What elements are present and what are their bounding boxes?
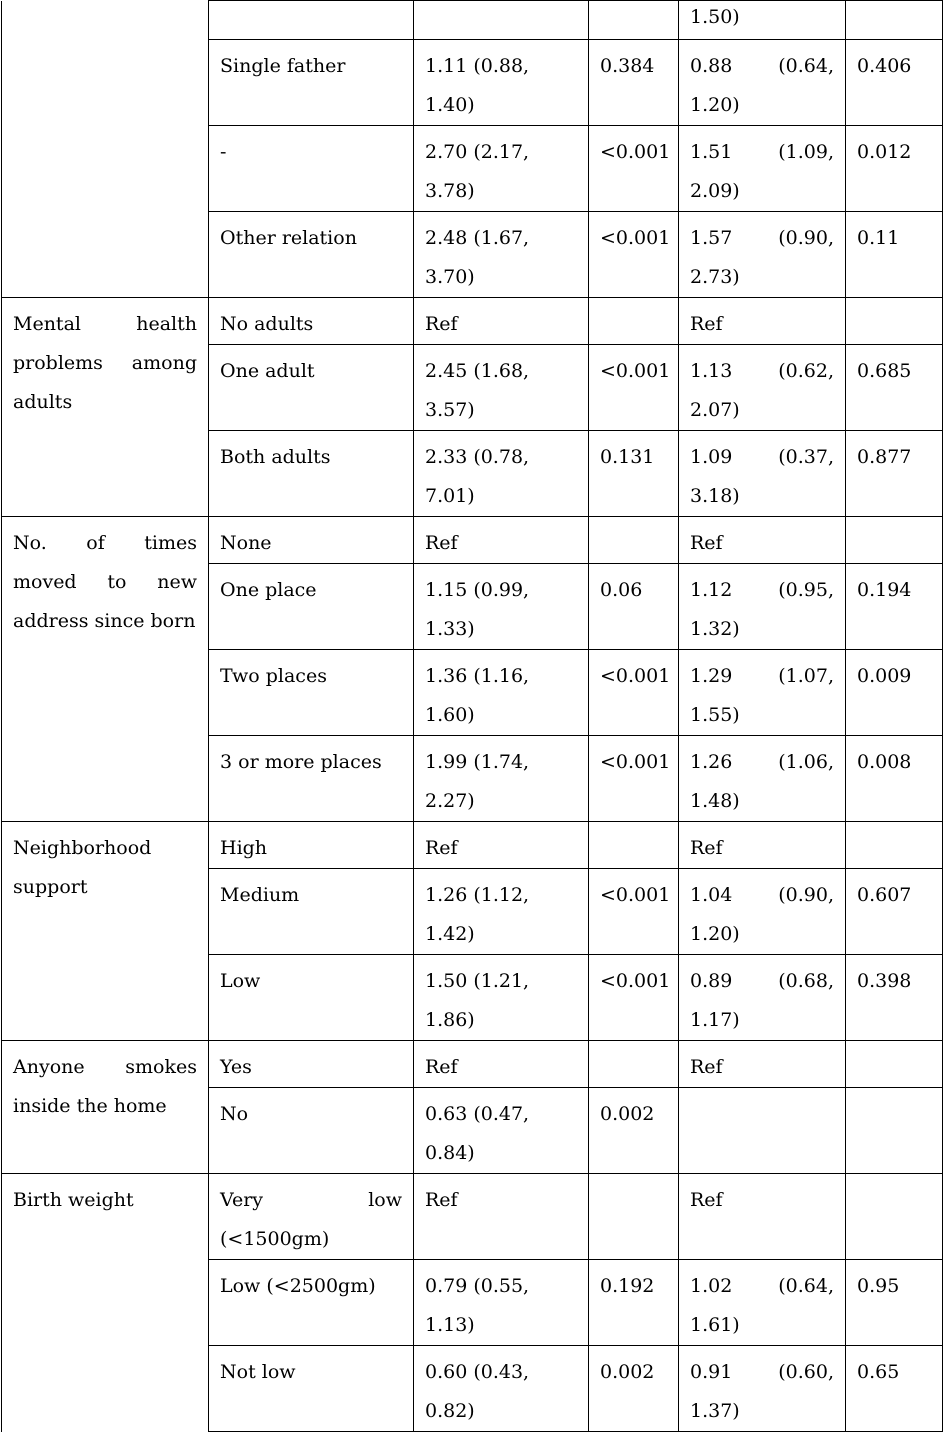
level-cell: No bbox=[209, 1088, 414, 1174]
level-cell: One adult bbox=[209, 345, 414, 431]
aor-cell: Ref bbox=[679, 822, 846, 869]
variable-cell: Anyone smokes inside the home bbox=[2, 1041, 209, 1174]
p-value-cell: 0.131 bbox=[589, 431, 679, 517]
aor-cell: 0.91 (0.60, 1.37) bbox=[679, 1346, 846, 1432]
variable-cell: Birth weight bbox=[2, 1174, 209, 1432]
level-cell: Both adults bbox=[209, 431, 414, 517]
or-cell: 2.70 (2.17, 3.78) bbox=[414, 126, 589, 212]
p-value-cell bbox=[589, 1, 679, 40]
table-row bbox=[2, 298, 943, 345]
p-value-cell bbox=[589, 517, 679, 564]
or-cell: 1.99 (1.74, 2.27) bbox=[414, 736, 589, 822]
p-value-cell: 0.384 bbox=[589, 40, 679, 126]
aor-cell: 1.29 (1.07, 1.55) bbox=[679, 650, 846, 736]
level-cell: Two places bbox=[209, 650, 414, 736]
variable-cell: No. of times moved to new address since born bbox=[2, 517, 209, 822]
or-cell: 0.60 (0.43, 0.82) bbox=[414, 1346, 589, 1432]
adjusted-p-value-cell: 0.009 bbox=[846, 650, 943, 736]
level-cell: Yes bbox=[209, 1041, 414, 1088]
table-row bbox=[2, 822, 943, 869]
level-cell: Medium bbox=[209, 869, 414, 955]
aor-cell: Ref bbox=[679, 1174, 846, 1260]
p-value-cell bbox=[589, 822, 679, 869]
variable-cell bbox=[2, 40, 209, 126]
adjusted-p-value-cell bbox=[846, 1, 943, 40]
level-cell: 3 or more places bbox=[209, 736, 414, 822]
p-value-cell: 0.002 bbox=[589, 1088, 679, 1174]
or-cell: Ref bbox=[414, 517, 589, 564]
level-cell: None bbox=[209, 517, 414, 564]
p-value-cell: <0.001 bbox=[589, 345, 679, 431]
aor-cell: 1.50) bbox=[679, 1, 846, 40]
table-row bbox=[2, 212, 943, 298]
level-cell: Very low (<1500gm) bbox=[209, 1174, 414, 1260]
adjusted-p-value-cell: 0.194 bbox=[846, 564, 943, 650]
or-cell: Ref bbox=[414, 298, 589, 345]
p-value-cell: <0.001 bbox=[589, 736, 679, 822]
adjusted-p-value-cell: 0.398 bbox=[846, 955, 943, 1041]
level-cell: One place bbox=[209, 564, 414, 650]
p-value-cell: <0.001 bbox=[589, 869, 679, 955]
or-cell: 1.26 (1.12, 1.42) bbox=[414, 869, 589, 955]
variable-cell: Mental health problems among adults bbox=[2, 298, 209, 517]
p-value-cell: 0.192 bbox=[589, 1260, 679, 1346]
adjusted-p-value-cell: 0.65 bbox=[846, 1346, 943, 1432]
or-cell: Ref bbox=[414, 1174, 589, 1260]
or-cell: 1.11 (0.88, 1.40) bbox=[414, 40, 589, 126]
variable-cell: Neighborhood support bbox=[2, 822, 209, 1041]
table-row bbox=[2, 1174, 943, 1260]
aor-cell: 0.88 (0.64, 1.20) bbox=[679, 40, 846, 126]
level-cell: Low (<2500gm) bbox=[209, 1260, 414, 1346]
or-cell: 0.63 (0.47, 0.84) bbox=[414, 1088, 589, 1174]
variable-cell bbox=[2, 126, 209, 212]
adjusted-p-value-cell: 0.877 bbox=[846, 431, 943, 517]
p-value-cell: 0.06 bbox=[589, 564, 679, 650]
adjusted-p-value-cell: 0.406 bbox=[846, 40, 943, 126]
table-row bbox=[2, 1041, 943, 1088]
aor-cell: 1.12 (0.95, 1.32) bbox=[679, 564, 846, 650]
or-cell: Ref bbox=[414, 822, 589, 869]
regression-table bbox=[1, 0, 943, 1432]
adjusted-p-value-cell bbox=[846, 1088, 943, 1174]
adjusted-p-value-cell: 0.607 bbox=[846, 869, 943, 955]
table-row bbox=[2, 40, 943, 126]
or-cell: 1.15 (0.99, 1.33) bbox=[414, 564, 589, 650]
p-value-cell bbox=[589, 298, 679, 345]
aor-cell: 0.89 (0.68, 1.17) bbox=[679, 955, 846, 1041]
p-value-cell bbox=[589, 1041, 679, 1088]
aor-cell bbox=[679, 1088, 846, 1174]
aor-cell: Ref bbox=[679, 517, 846, 564]
p-value-cell bbox=[589, 1174, 679, 1260]
aor-cell: 1.09 (0.37, 3.18) bbox=[679, 431, 846, 517]
level-cell: High bbox=[209, 822, 414, 869]
or-cell: 2.45 (1.68, 3.57) bbox=[414, 345, 589, 431]
or-cell bbox=[414, 1, 589, 40]
variable-cell bbox=[2, 1, 209, 40]
or-cell: 1.50 (1.21, 1.86) bbox=[414, 955, 589, 1041]
level-cell: No adults bbox=[209, 298, 414, 345]
table-row bbox=[2, 126, 943, 212]
adjusted-p-value-cell bbox=[846, 822, 943, 869]
p-value-cell: 0.002 bbox=[589, 1346, 679, 1432]
p-value-cell: <0.001 bbox=[589, 955, 679, 1041]
level-cell: Not low bbox=[209, 1346, 414, 1432]
p-value-cell: <0.001 bbox=[589, 126, 679, 212]
adjusted-p-value-cell: 0.11 bbox=[846, 212, 943, 298]
or-cell: 2.48 (1.67, 3.70) bbox=[414, 212, 589, 298]
aor-cell: Ref bbox=[679, 1041, 846, 1088]
aor-cell: 1.57 (0.90, 2.73) bbox=[679, 212, 846, 298]
adjusted-p-value-cell: 0.008 bbox=[846, 736, 943, 822]
adjusted-p-value-cell: 0.012 bbox=[846, 126, 943, 212]
variable-cell bbox=[2, 212, 209, 298]
p-value-cell: <0.001 bbox=[589, 212, 679, 298]
aor-cell: 1.13 (0.62, 2.07) bbox=[679, 345, 846, 431]
adjusted-p-value-cell bbox=[846, 1174, 943, 1260]
level-cell: - bbox=[209, 126, 414, 212]
or-cell: 2.33 (0.78, 7.01) bbox=[414, 431, 589, 517]
table-row bbox=[2, 517, 943, 564]
adjusted-p-value-cell bbox=[846, 1041, 943, 1088]
level-cell bbox=[209, 1, 414, 40]
adjusted-p-value-cell bbox=[846, 298, 943, 345]
level-cell: Single father bbox=[209, 40, 414, 126]
aor-cell: 1.26 (1.06, 1.48) bbox=[679, 736, 846, 822]
or-cell: 0.79 (0.55, 1.13) bbox=[414, 1260, 589, 1346]
or-cell: Ref bbox=[414, 1041, 589, 1088]
adjusted-p-value-cell bbox=[846, 517, 943, 564]
aor-cell: 1.51 (1.09, 2.09) bbox=[679, 126, 846, 212]
aor-cell: Ref bbox=[679, 298, 846, 345]
adjusted-p-value-cell: 0.95 bbox=[846, 1260, 943, 1346]
level-cell: Low bbox=[209, 955, 414, 1041]
p-value-cell: <0.001 bbox=[589, 650, 679, 736]
table-row bbox=[2, 1, 943, 40]
aor-cell: 1.02 (0.64, 1.61) bbox=[679, 1260, 846, 1346]
aor-cell: 1.04 (0.90, 1.20) bbox=[679, 869, 846, 955]
adjusted-p-value-cell: 0.685 bbox=[846, 345, 943, 431]
or-cell: 1.36 (1.16, 1.60) bbox=[414, 650, 589, 736]
level-cell: Other relation bbox=[209, 212, 414, 298]
